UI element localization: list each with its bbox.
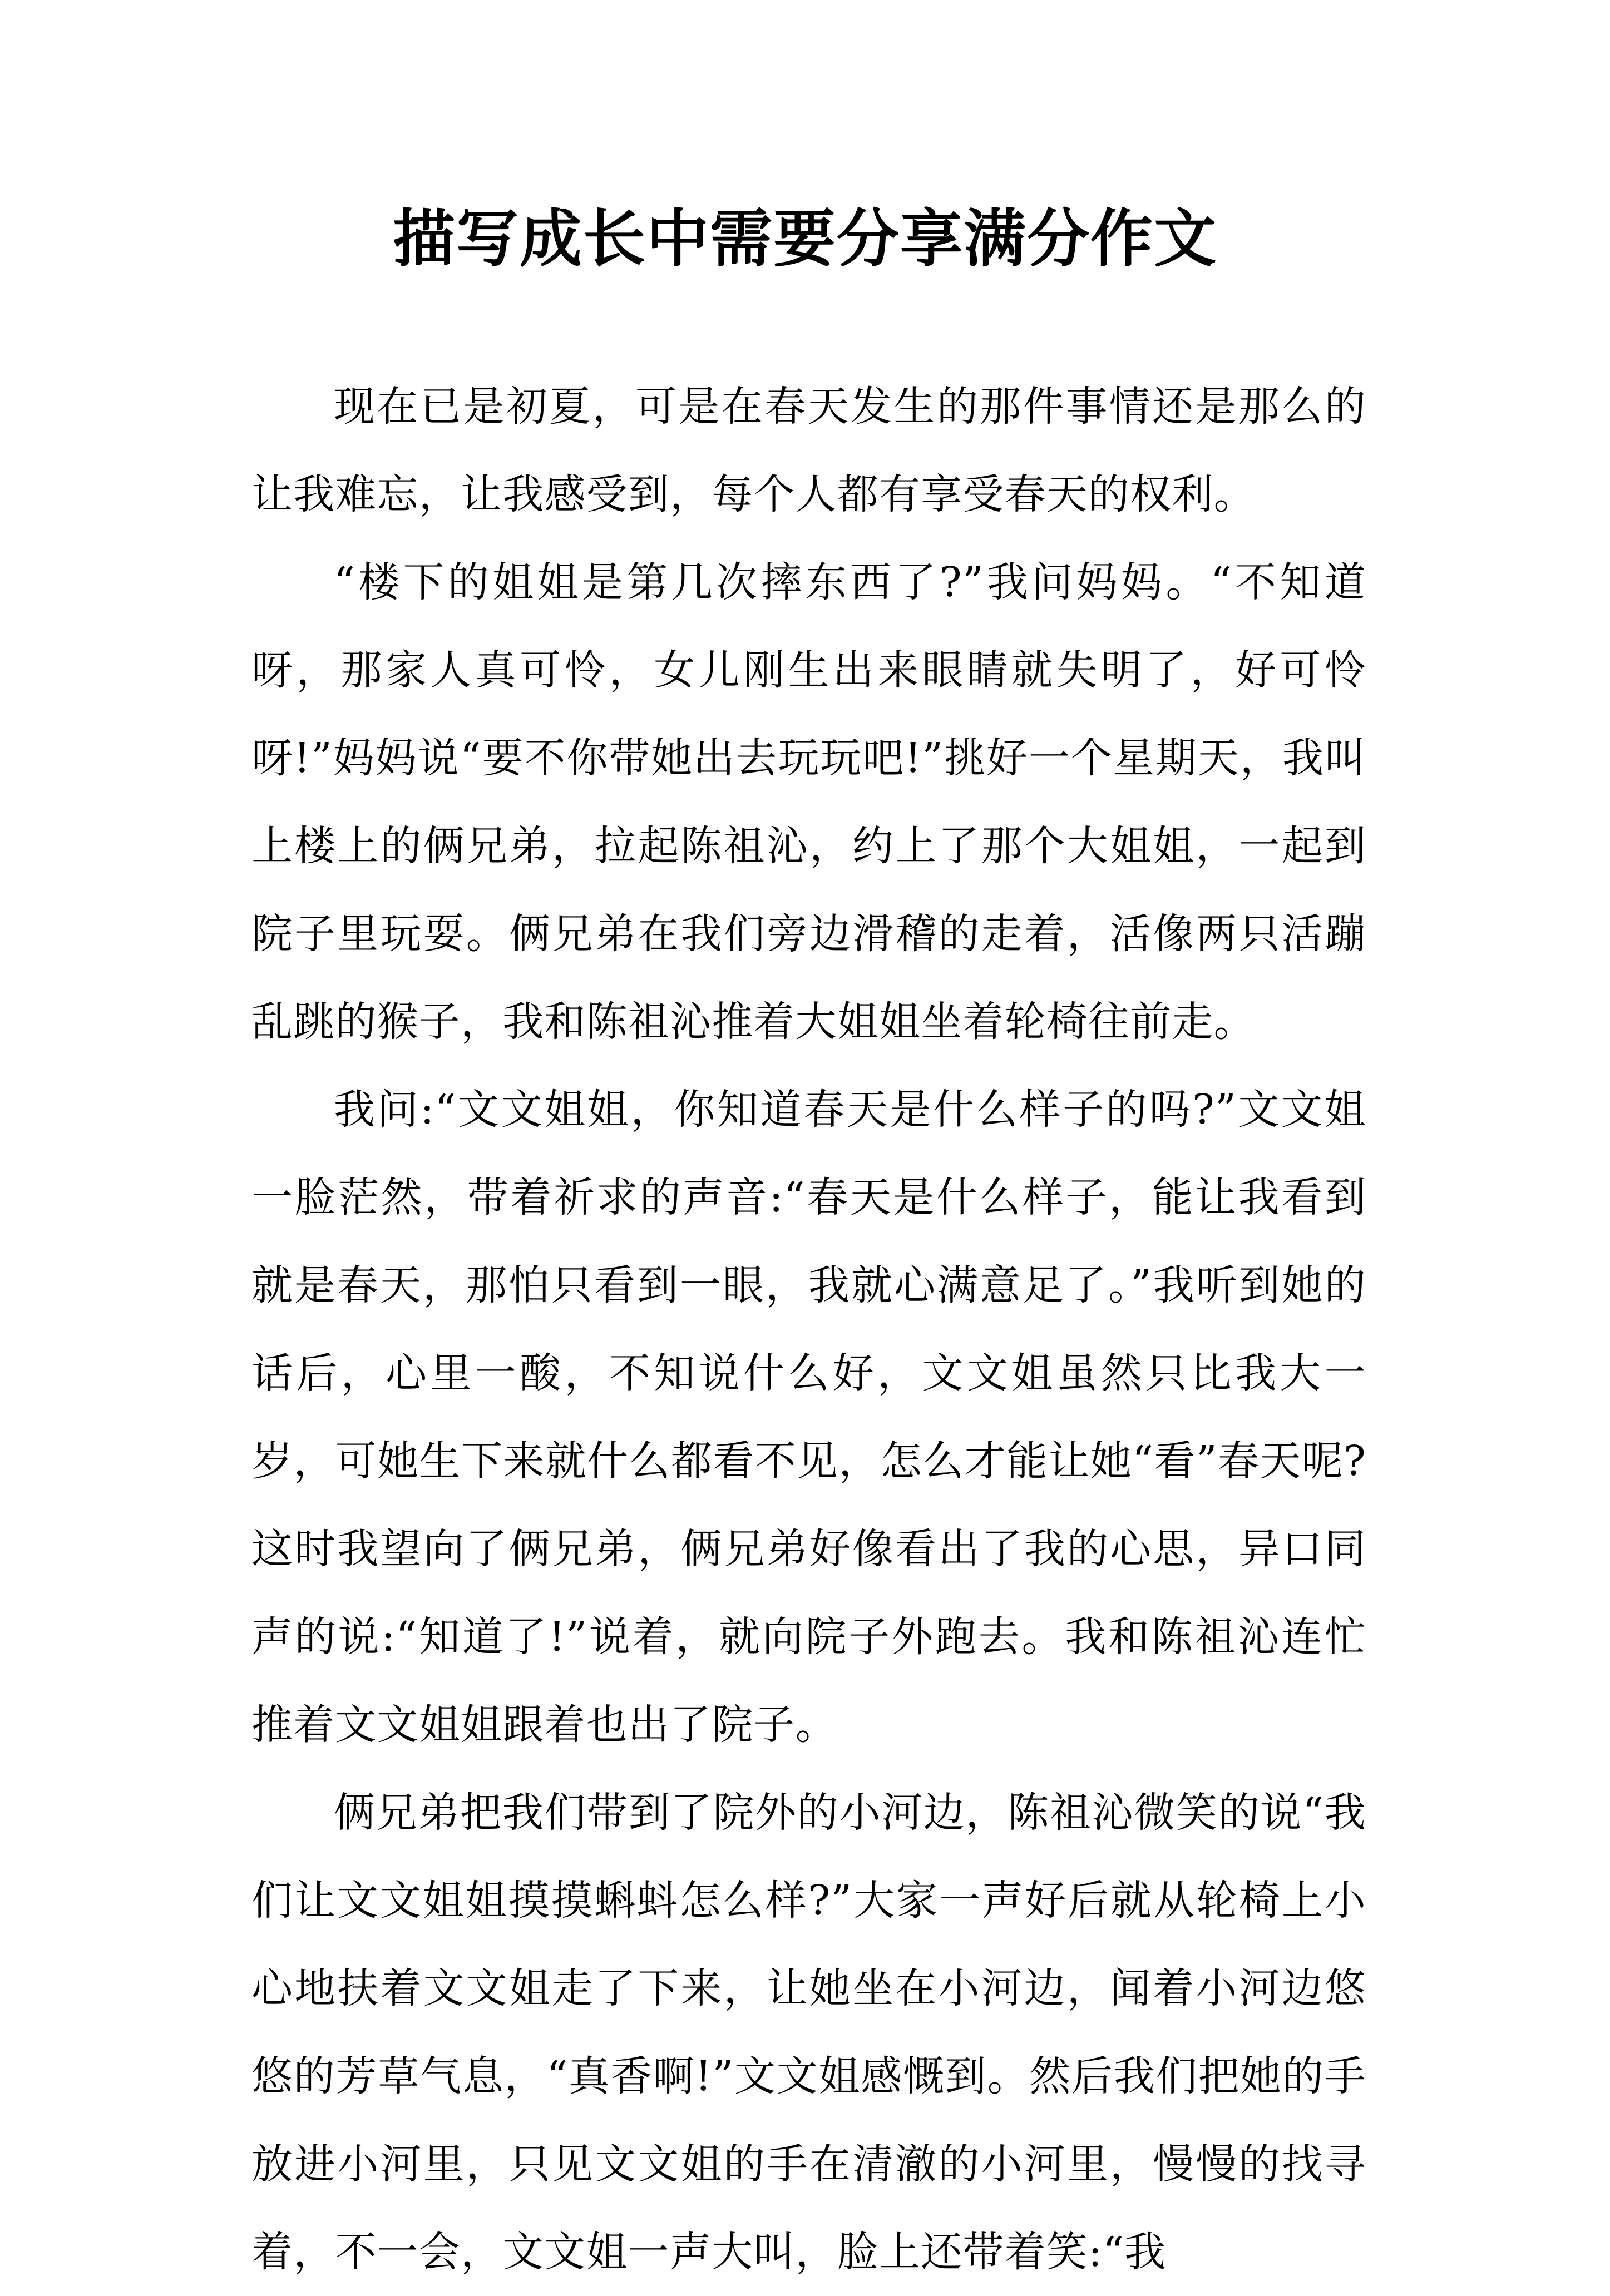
paragraph-1: 现在已是初夏，可是在春天发生的那件事情还是那么的让我难忘，让我感受到，每个人都有享受春天的权利。	[251, 383, 1366, 518]
page-title: 描写成长中需要分享满分作文	[393, 202, 1217, 275]
essay-body	[251, 363, 1366, 2296]
paragraph-4: 俩兄弟把我们带到了院外的小河边，陈祖沁微笑的说“我们让文文姐姐摸摸蝌蚪怎么样?”大家一声好后就从轮椅上小心地扶着文文姐走了下来，让她坐在小河边，闻着小河边悠悠的芳草气息，“真香啊!”文文姐感慨到。然后我们把她的手放进小河里，只见文文姐的手在清澈的小河里，慢慢的找寻着，不一会，文文姐一声大叫，脸上还带着笑:“我	[251, 1789, 1366, 2276]
paragraph-3: 我问:“文文姐姐，你知道春天是什么样子的吗?”文文姐一脸茫然，带着祈求的声音:“春天是什么样子，能让我看到就是春天，那怕只看到一眼，我就心满意足了。”我听到她的话后，心里一酸，不知说什么好，文文姐虽然只比我大一岁，可她生下来就什么都看不见，怎么才能让她“看”春天呢?这时我望向了俩兄弟，俩兄弟好像看出了我的心思，异口同声的说:“知道了!”说着，就向院子外跑去。我和陈祖沁连忙推着文文姐姐跟着也出了院子。	[251, 1086, 1366, 1749]
paragraph-2: “楼下的姐姐是第几次摔东西了?”我问妈妈。“不知道呀，那家人真可怜，女儿刚生出来眼睛就失明了，好可怜呀!”妈妈说“要不你带她出去玩玩吧!”挑好一个星期天，我叫上楼上的俩兄弟，拉起陈祖沁，约上了那个大姐姐，一起到院子里玩耍。俩兄弟在我们旁边滑稽的走着，活像两只活蹦乱跳的猴子，我和陈祖沁推着大姐姐坐着轮椅往前走。	[251, 558, 1366, 1046]
